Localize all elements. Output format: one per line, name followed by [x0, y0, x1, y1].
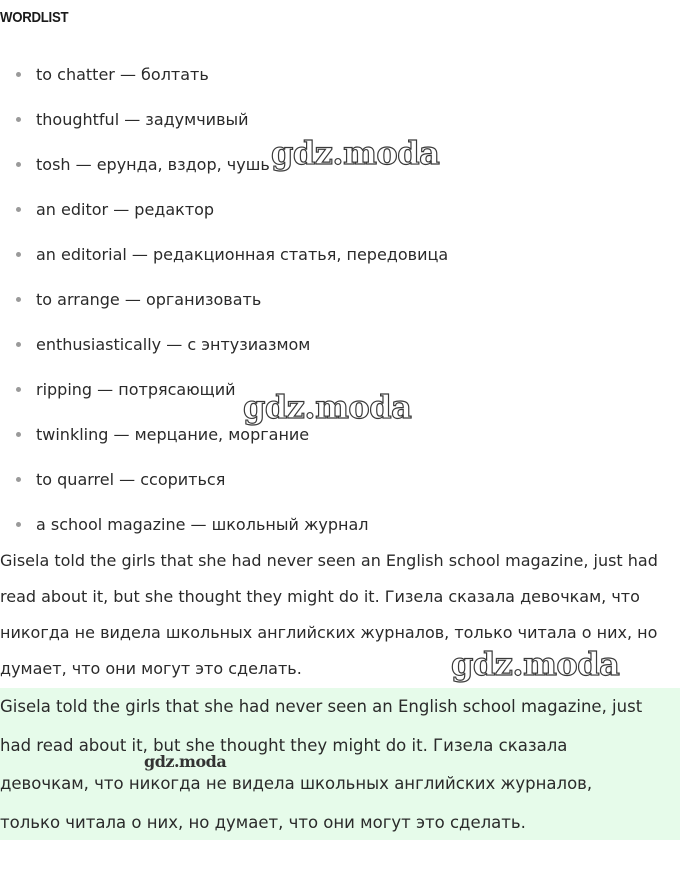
list-item: [0, 187, 680, 232]
list-item-text: twinkling — мерцание, моргание: [36, 425, 310, 444]
summary-paragraph: [0, 543, 680, 687]
answer-line: Gisela told the girls that she had never seen an English school magazine, just: [0, 697, 643, 716]
list-item: [0, 322, 680, 367]
bullet-icon: [16, 207, 21, 212]
list-item: [0, 232, 680, 277]
answer-line: had read about it, but she thought they might do it. Гизела сказала: [0, 735, 568, 755]
answer-line: девочкам, что никогда не видела школьных английских журналов,: [0, 774, 593, 793]
bullet-icon: [16, 162, 21, 167]
watermark-logo: gdz.moda: [144, 752, 227, 771]
bullet-icon: [16, 342, 21, 347]
bullet-icon: [16, 432, 21, 437]
list-item: [0, 457, 680, 502]
list-item: [0, 277, 680, 322]
list-item: [0, 142, 680, 187]
bullet-icon: [16, 72, 21, 77]
list-item-text: thoughtful — задумчивый: [36, 110, 249, 129]
list-item-text: a school magazine — школьный журнал: [36, 515, 369, 534]
bullet-icon: [16, 387, 21, 392]
bullet-icon: [16, 297, 21, 302]
paragraph-line: думает, что они могут это сделать.: [0, 659, 302, 678]
list-item-text: an editorial — редакционная статья, передовица: [36, 245, 449, 264]
bullet-icon: [16, 522, 21, 527]
watermark-logo: gdz.moda: [271, 134, 440, 172]
bullet-icon: [16, 477, 21, 482]
bullet-icon: [16, 117, 21, 122]
paragraph-line: никогда не видела школьных английских журналов, только читала о них, но: [0, 623, 658, 642]
answer-line: только читала о них, но думает, что они могут это сделать.: [0, 812, 526, 832]
list-item: [0, 52, 680, 97]
paragraph-line: read about it, but she thought they might do it. Гизела сказала девочкам, что: [0, 587, 640, 606]
list-item: [0, 502, 680, 547]
list-item-text: an editor — редактор: [36, 200, 215, 219]
list-item-text: enthusiastically — с энтузиазмом: [36, 335, 311, 354]
list-item-text: to arrange — организовать: [36, 290, 262, 309]
page-title: WORDLIST: [0, 9, 69, 26]
answer-paragraph: [0, 688, 680, 842]
list-item-text: tosh — ерунда, вздор, чушь: [36, 155, 270, 174]
list-item-text: ripping — потрясающий: [36, 380, 236, 399]
paragraph-line: Gisela told the girls that she had never seen an English school magazine, just had: [0, 551, 658, 570]
watermark-logo: gdz.moda: [243, 388, 412, 426]
list-item-text: to quarrel — ссориться: [36, 470, 226, 489]
wordlist: [0, 52, 680, 547]
bullet-icon: [16, 252, 21, 257]
list-item: [0, 412, 680, 457]
list-item: [0, 367, 680, 412]
watermark-logo: gdz.moda: [451, 645, 620, 683]
list-item-text: to chatter — болтать: [36, 65, 209, 84]
list-item: [0, 97, 680, 142]
